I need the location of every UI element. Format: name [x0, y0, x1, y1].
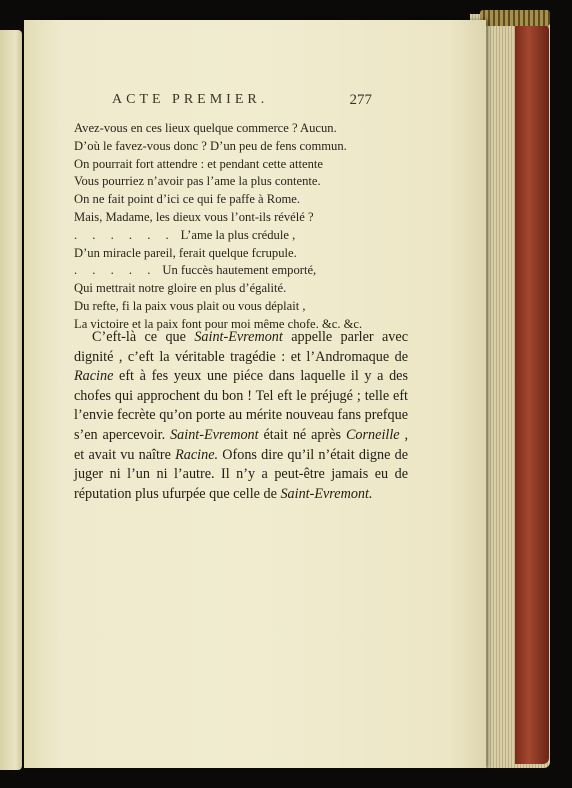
verse-text: Qui mettrait notre gloire en plus d’égalité. — [74, 281, 287, 296]
ellipsis-dots: . . . . . — [74, 263, 157, 278]
prose-text: était né après — [258, 426, 346, 443]
verse-text: Mais, Madame, les dieux vous l’ont-ils révélé ? — [74, 209, 314, 224]
verse-line — [74, 227, 394, 245]
page-number: 277 — [349, 92, 372, 108]
verse-line — [74, 298, 394, 316]
book-page — [24, 20, 486, 768]
italic-name: Corneille — [345, 426, 400, 443]
verse-text: La victoire et la paix font pour moi même chofe. &c. &c. — [74, 316, 363, 331]
verse-line — [74, 191, 394, 209]
italic-name: Saint-Evremont. — [280, 485, 373, 502]
gilt-top-edge — [480, 10, 550, 26]
ellipsis-dots: . . . . . . — [74, 227, 175, 242]
verse-line — [74, 262, 394, 280]
italic-name: Racine. — [175, 446, 219, 463]
verse-text: On ne fait point d’ici ce qui fe paffe à Rome. — [74, 192, 301, 207]
verse-line — [74, 209, 394, 227]
verse-text: Avez-vous en ces lieux quelque commerce ? Aucun. — [74, 121, 337, 135]
italic-name: Racine — [74, 368, 114, 385]
verse-text: Du refte, fi la paix vous plait ou vous déplait , — [74, 298, 306, 313]
verse-line — [74, 280, 394, 298]
verse-block — [74, 120, 394, 334]
verse-text: L’ame la plus crédule , — [180, 227, 296, 242]
prose-paragraph — [74, 328, 408, 504]
prose-block — [74, 328, 408, 504]
book-cover-edge — [515, 24, 549, 764]
verse-text: Vous pourriez n’avoir pas l’ame la plus contente. — [74, 174, 321, 189]
running-title: ACTE PREMIER. — [112, 92, 269, 107]
prose-text: Ofons dire qu’il n’était digne de juger ni l’un ni l’autre. Il n’y a peut-être jamais eu de réputation plus ufurpée que celle de — [74, 446, 408, 502]
facing-page-edge — [0, 30, 22, 770]
verse-line — [74, 156, 394, 174]
prose-text: , et avait vu naître — [74, 426, 409, 463]
prose-text: eft à fes yeux une piéce dans laquelle il y a des chofes qui approchent du bon ! Tel eft le préjugé ; telle eft l’envie fecrète qu’on porte au mérite nouveau fans prefque s’en apercevoir. — [74, 368, 408, 443]
verse-text: D’un miracle pareil, ferait quelque fcrupule. — [74, 245, 297, 260]
verse-line — [74, 138, 394, 156]
prose-text: appelle parler avec dignité , c’eft la véritable tragédie : et l’Andromaque de — [74, 329, 408, 365]
verse-line — [74, 245, 394, 263]
verse-text: D’où le favez-vous donc ? D’un peu de fens commun. — [74, 138, 347, 153]
verse-line — [74, 173, 394, 191]
verse-text: Un fuccès hautement emporté, — [162, 263, 317, 278]
prose-text: C’eft-là ce que — [92, 329, 195, 345]
italic-name: Saint-Evremont — [170, 426, 259, 443]
verse-text: On pourrait fort attendre : et pendant cette attente — [74, 156, 323, 171]
running-header — [112, 92, 372, 109]
verse-line — [74, 120, 394, 138]
italic-name: Saint-Evremont — [194, 329, 283, 345]
